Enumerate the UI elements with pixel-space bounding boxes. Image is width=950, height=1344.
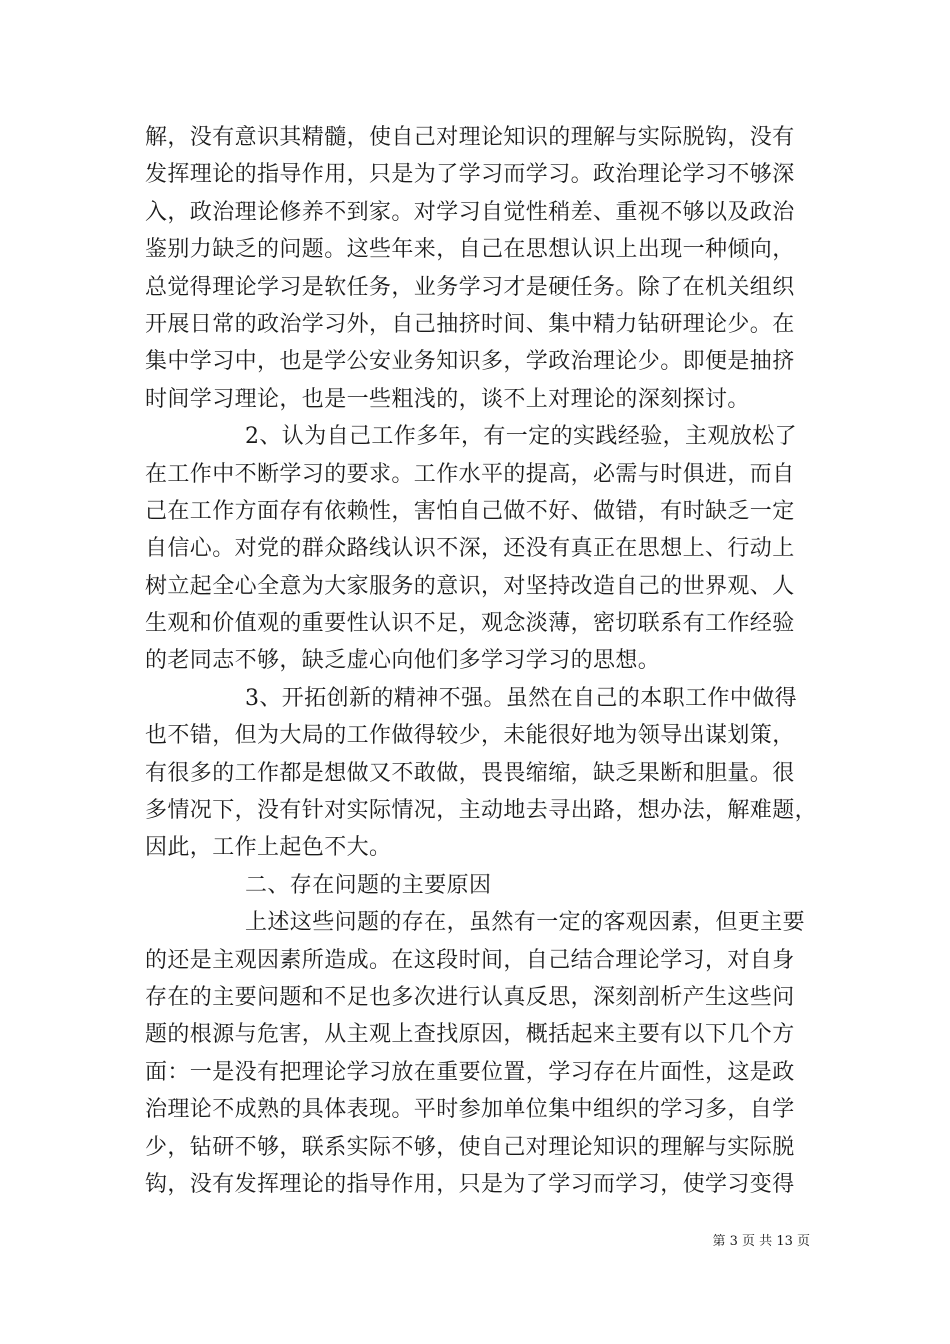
text-line: 解，没有意识其精髓，使自己对理论知识的理解与实际脱钩，没有: [145, 125, 795, 150]
text-line: 自信心。对党的群众路线认识不深，还没有真正在思想上、行动上: [145, 536, 795, 562]
text-line: 时间学习理论，也是一些粗浅的，谈不上对理论的深刻探讨。: [145, 386, 750, 412]
text-line: 的老同志不够，缺乏虚心向他们多学习学习的思想。: [145, 648, 661, 674]
text-line: 题的根源与危害，从主观上查找原因，概括起来主要有以下几个方: [145, 1022, 795, 1048]
document-body: [145, 119, 825, 1203]
text-line: 二、存在问题的主要原因: [245, 872, 492, 898]
text-line: 集中学习中，也是学公安业务知识多，学政治理论少。即便是抽挤: [145, 349, 795, 375]
text-line: 少，钻研不够，联系实际不够，使自己对理论知识的理解与实际脱: [145, 1134, 795, 1160]
text-line: 鉴别力缺乏的问题。这些年来，自己在思想认识上出现一种倾向，: [145, 237, 795, 263]
text-line: 己在工作方面存有依赖性，害怕自己做不好、做错，有时缺乏一定: [145, 498, 795, 524]
text-line: 在工作中不断学习的要求。工作水平的提高，必需与时俱进，而自: [145, 461, 795, 487]
text-line: 也不错，但为大局的工作做得较少，未能很好地为领导出谋划策，: [145, 723, 795, 749]
text-line: 有很多的工作都是想做又不敢做，畏畏缩缩，缺乏果断和胆量。很: [145, 760, 795, 786]
text-line: 生观和价值观的重要性认识不足，观念淡薄，密切联系有工作经验: [145, 611, 795, 637]
text-line: 面：一是没有把理论学习放在重要位置，学习存在片面性，这是政: [145, 1059, 795, 1085]
text-line: 2、认为自己工作多年，有一定的实践经验，主观放松了: [245, 424, 797, 450]
text-line: 上述这些问题的存在，虽然有一定的客观因素，但更主要: [245, 910, 806, 936]
text-line: 3、开拓创新的精神不强。虽然在自己的本职工作中做得: [245, 685, 797, 711]
text-line: 的还是主观因素所造成。在这段时间，自己结合理论学习，对自身: [145, 947, 795, 973]
text-line: 总觉得理论学习是软任务，业务学习才是硬任务。除了在机关组织: [145, 274, 795, 300]
text-line: 钩，没有发挥理论的指导作用，只是为了学习而学习，使学习变得: [145, 1171, 795, 1197]
page-number: 第 3 页 共 13 页: [712, 1234, 810, 1249]
text-line: 治理论不成熟的具体表现。平时参加单位集中组织的学习多，自学: [145, 1097, 795, 1123]
text-line: 入，政治理论修养不到家。对学习自觉性稍差、重视不够以及政治: [145, 199, 795, 225]
text-line: 因此，工作上起色不大。: [145, 835, 392, 861]
text-line: 发挥理论的指导作用，只是为了学习而学习。政治理论学习不够深: [145, 162, 795, 188]
text-line: 存在的主要问题和不足也多次进行认真反思，深刻剖析产生这些问: [145, 984, 795, 1010]
text-line: 树立起全心全意为大家服务的意识，对坚持改造自己的世界观、人: [145, 573, 795, 599]
text-line: 多情况下，没有针对实际情况，主动地去寻出路，想办法，解难题，: [145, 798, 818, 824]
text-line: 开展日常的政治学习外，自己抽挤时间、集中精力钻研理论少。在: [145, 311, 795, 337]
